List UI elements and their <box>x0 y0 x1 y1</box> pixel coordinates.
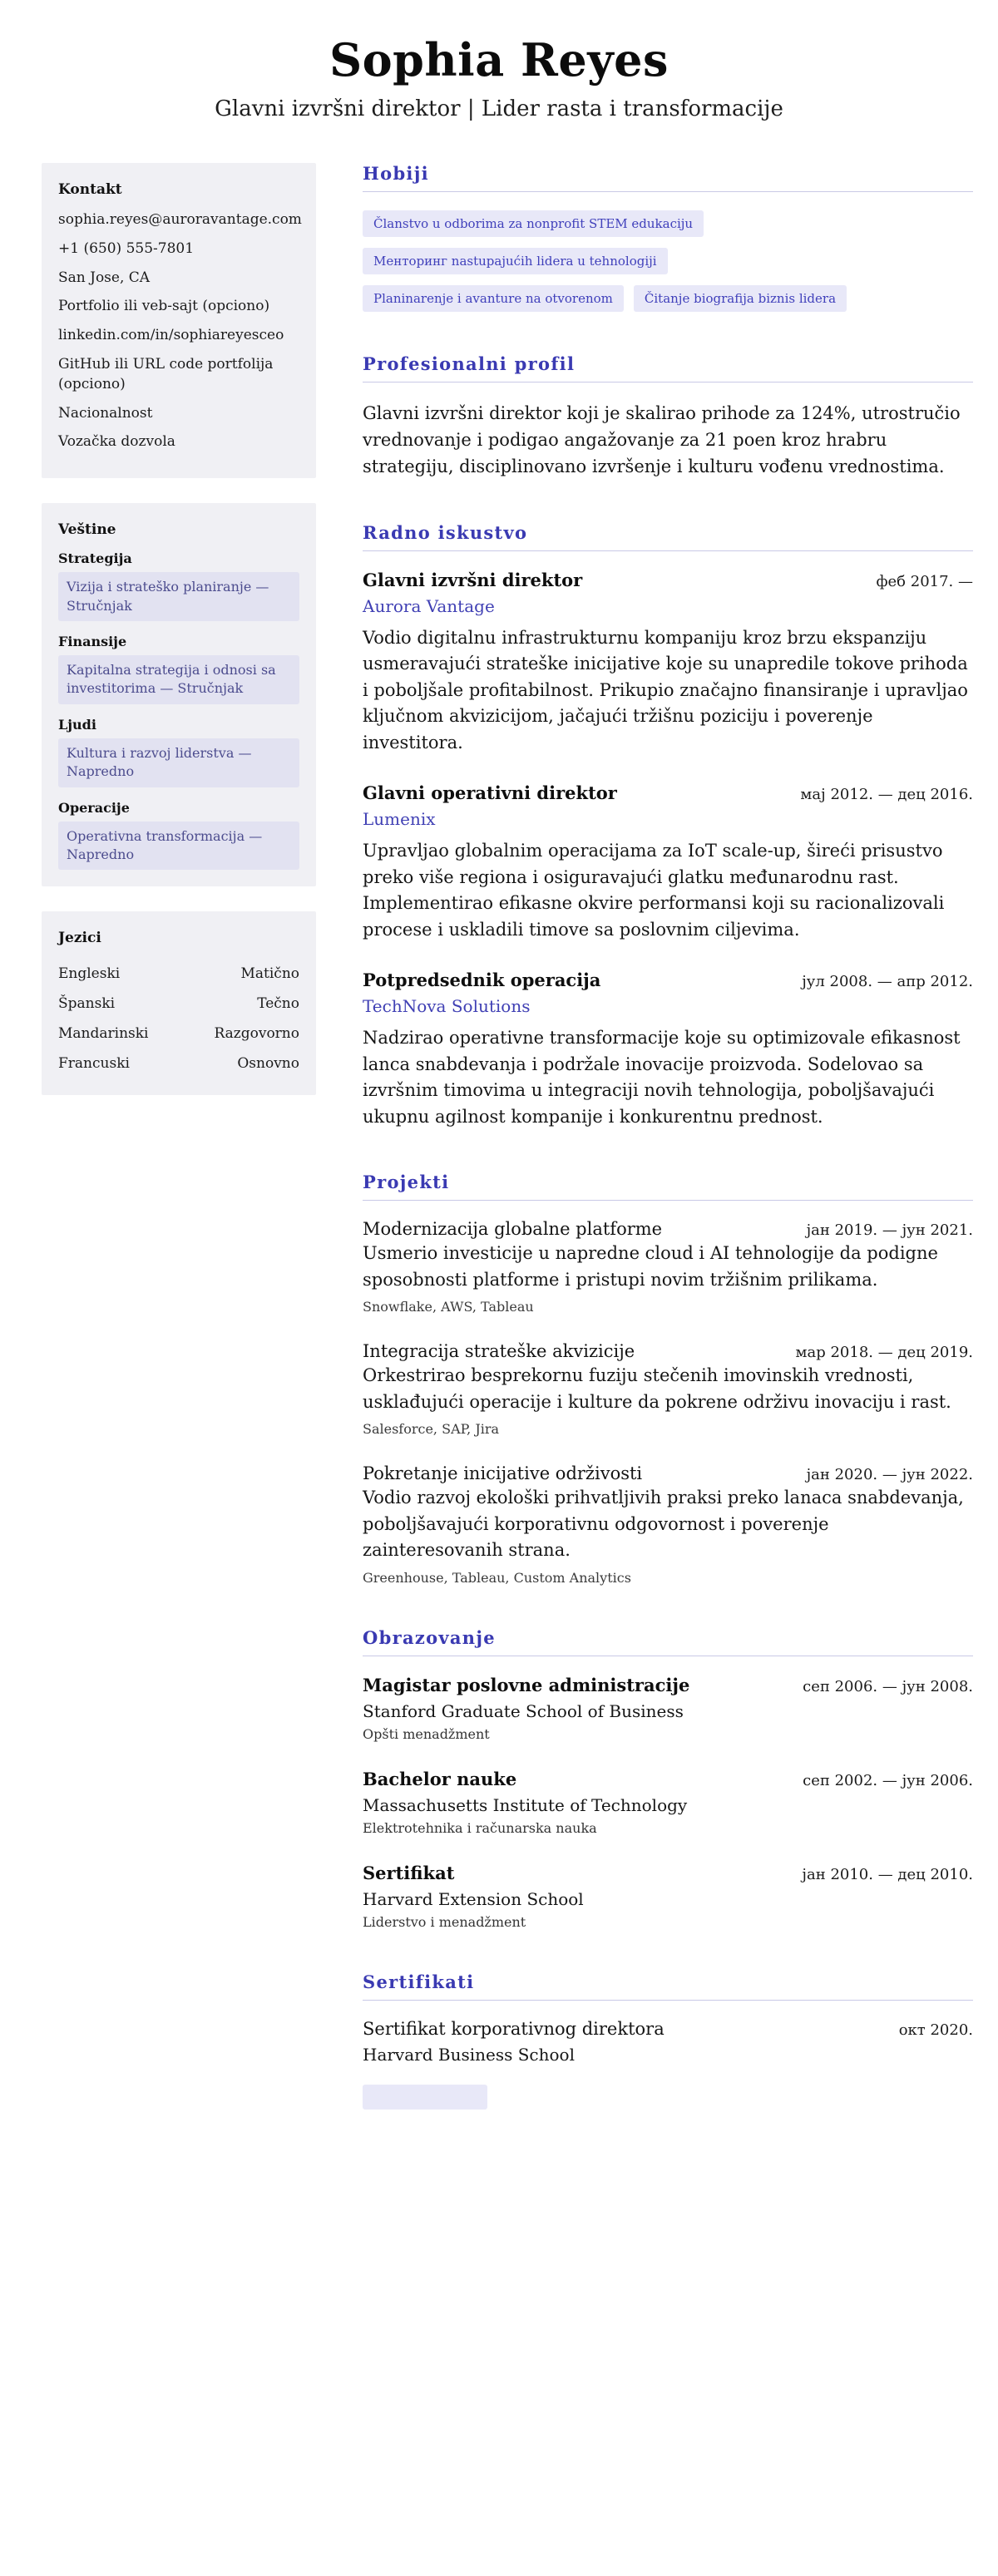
project-description: Vodio razvoj ekološki prihvatljivih praksi preko lanaca snabdevanja, poboljšavajući korporativnu odgovornost i poverenje zainteresovanih strana. <box>363 1488 964 1561</box>
language-level: Matično <box>240 965 299 983</box>
education-entry <box>363 1863 973 1930</box>
skill-group-label: Strategija <box>58 550 132 567</box>
skill-group-label: Operacije <box>58 799 130 816</box>
languages-box <box>42 911 316 1095</box>
project-tech-stack: Salesforce, SAP, Jira <box>363 1421 500 1438</box>
hobby-tag-row <box>363 285 973 312</box>
skill-group-strategy <box>58 550 299 621</box>
project-description: Orkestrirao besprekornu fuziju stečenih imovinskih vrednosti, usklađujući operacije i kulture da pokrene održivu inovaciju i rast. <box>363 1365 951 1412</box>
degree-title: Sertifikat <box>363 1862 455 1883</box>
contact-nationality: Nacionalnost <box>58 404 153 422</box>
section-hobbies <box>363 163 973 312</box>
language-name: Španski <box>58 995 116 1013</box>
section-title-education: Obrazovanje <box>363 1627 973 1656</box>
language-row <box>58 989 299 1019</box>
section-title-hobbies: Hobiji <box>363 163 973 192</box>
person-headline: Glavni izvršni direktor | Lider rasta i transformacije <box>215 96 783 121</box>
experience-entry <box>363 570 973 757</box>
education-entry <box>363 1675 973 1742</box>
job-dates: јул 2008. — апр 2012. <box>802 973 973 991</box>
language-row <box>58 1019 299 1049</box>
section-experience <box>363 522 973 1131</box>
hobby-tag: Planinarenje i avanture na otvorenom <box>363 285 624 312</box>
language-level: Razgovorno <box>214 1025 299 1043</box>
contact-title: Kontakt <box>58 181 122 198</box>
contact-box <box>42 163 316 478</box>
project-dates: јан 2020. — јун 2022. <box>806 1466 973 1484</box>
content-columns <box>0 121 998 2151</box>
experience-entry <box>363 782 973 943</box>
education-dates: сеп 2006. — јун 2008. <box>803 1677 973 1695</box>
language-name: Engleski <box>58 965 121 983</box>
skill-group-finance <box>58 634 299 704</box>
skill-group-label: Ljudi <box>58 716 96 733</box>
contact-github: GitHub ili URL code portfolija (opciono) <box>58 355 274 392</box>
project-title: Integracija strateške akvizicije <box>363 1341 635 1362</box>
project-tech-stack: Greenhouse, Tableau, Custom Analytics <box>363 1569 631 1586</box>
person-name: Sophia Reyes <box>329 33 669 86</box>
section-title-certificates: Sertifikati <box>363 1971 973 2001</box>
experience-entry <box>363 970 973 1130</box>
job-dates: мај 2012. — дец 2016. <box>800 786 973 804</box>
experience-entry-head <box>363 570 973 590</box>
school-name: Stanford Graduate School of Business <box>363 1700 684 1721</box>
contact-location: San Jose, CA <box>58 269 151 286</box>
company-link[interactable]: Lumenix <box>363 809 436 830</box>
project-title: Pokretanje inicijative održivosti <box>363 1463 643 1484</box>
main-column <box>363 163 973 2151</box>
language-name: Francuski <box>58 1055 130 1073</box>
hobby-tag: Менторинг nastupajućih lidera u tehnologiji <box>363 248 668 274</box>
hobby-tag-row <box>363 210 973 237</box>
contact-portfolio: Portfolio ili veb-sajt (opciono) <box>58 298 270 315</box>
profile-text: Glavni izvršni direktor koji je skalirao prihode za 124%, utrostručio vrednovanje i podigao angažovanje za 21 poen kroz hrabru strategiju, disciplinovano izvršenje i kulturu vođenu vrednostima. <box>363 403 961 476</box>
languages-title: Jezici <box>58 930 101 947</box>
truncated-tag <box>363 2085 487 2110</box>
project-entry-head <box>363 1341 973 1361</box>
language-level: Tečno <box>257 995 299 1013</box>
resume-header <box>0 0 998 121</box>
skill-group-operations <box>58 800 299 871</box>
field-of-study: Elektrotehnika i računarska nauka <box>363 1819 597 1836</box>
project-dates: јан 2019. — јун 2021. <box>806 1221 973 1240</box>
hobby-tag: Čitanje biografija biznis lidera <box>634 285 847 312</box>
contact-linkedin: linkedin.com/in/sophiareyesceo <box>58 327 284 344</box>
skill-group-people <box>58 717 299 787</box>
section-profile <box>363 353 973 481</box>
project-tech-stack: Snowflake, AWS, Tableau <box>363 1299 534 1315</box>
project-entry <box>363 1463 973 1586</box>
certificate-name: Sertifikat korporativnog direktora <box>363 2018 665 2039</box>
certificate-entry-head <box>363 2019 973 2039</box>
education-entry <box>363 1769 973 1836</box>
project-entry-head <box>363 1463 973 1483</box>
education-dates: сеп 2002. — јун 2006. <box>803 1771 973 1789</box>
hobby-tag-row <box>363 248 973 274</box>
education-entry-head <box>363 1769 973 1789</box>
project-entry <box>363 1219 973 1315</box>
certificate-entry <box>363 2019 973 2110</box>
degree-title: Magistar poslovne administracije <box>363 1674 690 1695</box>
section-projects <box>363 1172 973 1586</box>
sidebar <box>42 163 316 1120</box>
school-name: Harvard Extension School <box>363 1888 584 1909</box>
skill-group-label: Finansije <box>58 633 127 649</box>
skill-item: Kultura i razvoj liderstva — Napredno <box>58 738 299 787</box>
project-title: Modernizacija globalne platforme <box>363 1219 663 1240</box>
hobby-tag: Članstvo u odborima za nonprofit STEM edukaciju <box>363 210 704 237</box>
job-title: Glavni operativni direktor <box>363 782 617 804</box>
education-entry-head <box>363 1675 973 1695</box>
project-description: Usmerio investicije u napredne cloud i AI tehnologije da podigne sposobnosti platforme i pristupi novim tržišnim prilikama. <box>363 1243 938 1290</box>
job-title: Glavni izvršni direktor <box>363 569 583 590</box>
job-description: Upravljao globalnim operacijama za IoT scale-up, šireći prisustvo preko više regiona i osiguravajući glatku međunarodnu rast. Implementirao efikasne okvire performansi koji su racionalizovali procese i uskladili timove sa poslovnim ciljevima. <box>363 841 945 940</box>
language-name: Mandarinski <box>58 1025 149 1043</box>
field-of-study: Liderstvo i menadžment <box>363 1913 526 1930</box>
experience-entry-head <box>363 970 973 990</box>
company-link[interactable]: Aurora Vantage <box>363 595 495 616</box>
contact-email: sophia.reyes@auroravantage.com <box>58 211 302 228</box>
experience-entry-head <box>363 782 973 803</box>
project-entry <box>363 1341 973 1437</box>
school-name: Massachusetts Institute of Technology <box>363 1794 688 1815</box>
skill-item: Kapitalna strategija i odnosi sa investitorima — Stručnjak <box>58 655 299 704</box>
contact-phone: +1 (650) 555-7801 <box>58 239 195 257</box>
certificate-date: окт 2020. <box>898 2021 973 2039</box>
skills-box <box>42 503 316 886</box>
job-description: Nadzirao operativne transformacije koje su optimizovale efikasnost lanca snabdevanja i podržale inovacije proizvoda. Sodelovao sa izvršnim timovima u integraciji novih tehnologija, poboljšavajući ukupnu agilnost kompanije i konkurentnu prednost. <box>363 1028 961 1127</box>
skill-item: Vizija i strateško planiranje — Stručnjak <box>58 572 299 621</box>
job-description: Vodio digitalnu infrastrukturnu kompaniju kroz brzu ekspanziju usmeravajući strateške inicijative koje su unapredile tokove prihoda i poboljšale profitabilnost. Prikupio značajno finansiranje i upravljao ključnom akvizicijom, jačajući tržišnu poziciju i poverenje investitora. <box>363 627 968 753</box>
language-level: Osnovno <box>237 1055 299 1073</box>
certificate-issuer: Harvard Business School <box>363 2044 575 2065</box>
degree-title: Bachelor nauke <box>363 1768 517 1789</box>
skills-title: Veštine <box>58 521 116 539</box>
language-row <box>58 1049 299 1078</box>
skill-item: Operativna transformacija — Napredno <box>58 822 299 871</box>
education-entry-head <box>363 1863 973 1883</box>
contact-driving-license: Vozačka dozvola <box>58 433 175 451</box>
language-row <box>58 959 299 989</box>
field-of-study: Opšti menadžment <box>363 1725 490 1742</box>
section-title-experience: Radno iskustvo <box>363 522 973 551</box>
section-title-projects: Projekti <box>363 1172 973 1201</box>
section-education <box>363 1627 973 1930</box>
section-title-profile: Profesionalni profil <box>363 353 973 382</box>
job-title: Potpredsednik operacija <box>363 970 601 991</box>
project-entry-head <box>363 1219 973 1239</box>
company-link[interactable]: TechNova Solutions <box>363 996 531 1017</box>
education-dates: јан 2010. — дец 2010. <box>802 1865 973 1883</box>
job-dates: феб 2017. — <box>876 572 973 590</box>
project-dates: мар 2018. — дец 2019. <box>795 1344 973 1362</box>
section-certificates <box>363 1971 973 2110</box>
